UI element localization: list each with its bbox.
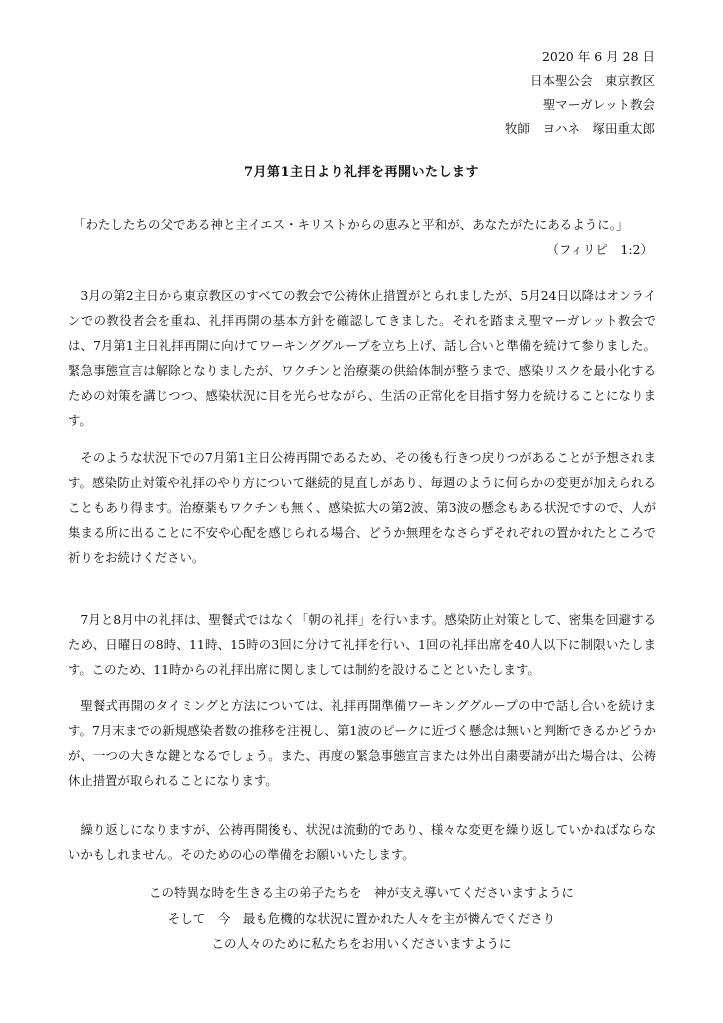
closing-prayer <box>0 880 723 957</box>
paragraph-1: 3月の第2主日から東京教区のすべての教会で公祷休止措置がとられましたが、5月24日以降はオンラインでの教役者会を重ね、礼拝再開の基本方針を確認してきました。それを踏まえ聖マーガレット教会では、7月第1主日礼拝再開に向けてワーキンググループを立ち上げ、話し合いと準備を続けて参りました。緊急事態宣言は解除となりましたが、ワクチンと治療薬の供給体制が整うまで、感染リスクを最小化するための対策を講じつつ、感染状況に目を光らせながら、生活の正常化を目指す努力を続けることになります。 <box>68 288 656 429</box>
paragraph-5: 繰り返しになりますが、公祷再開後も、状況は流動的であり、様々な変更を繰り返していかねばならないかもしれません。そのための心の準備をお願いいたします。 <box>68 822 656 863</box>
closing-line-3: この人々のために私たちをお用いくださいますように <box>211 936 512 951</box>
scripture-reference: （フィリピ 1:2） <box>546 242 653 257</box>
letter-header <box>435 45 655 141</box>
pastor-name: 牧師 ヨハネ 塚田重太郎 <box>504 121 655 136</box>
diocese-name: 日本聖公会 東京教区 <box>529 73 655 88</box>
closing-line-1: この特異な時を生きる主の弟子たちを 神が支え導いてくださいますように <box>148 885 574 900</box>
scripture-quote: 「わたしたちの父である神と主イエス・キリストからの恵みと平和が、あなたがたにあるように。」 <box>73 217 629 232</box>
document-title: 7月第1主日より礼拝を再開いたします <box>243 165 480 180</box>
closing-line-2: そして 今 最も危機的な状況に置かれた人々を主が憐んでくださり <box>167 910 556 926</box>
church-name: 聖マーガレット教会 <box>542 97 655 112</box>
paragraph-4: 聖餐式再開のタイミングと方法については、礼拝再開準備ワーキンググループの中で話し合いを続けます。7月末までの新規感染者数の推移を注視し、第1波のピークに近づく懸念は無いと判断できるかどうかが、一つの大きな鍵となるでしょう。また、再度の緊急事態宣言または外出自粛要請が出た場合は、公祷休止措置が取られることになります。 <box>68 698 656 789</box>
paragraph-2: そのような状況下での7月第1主日公祷再開であるため、その後も行きつ戻りつがあることが予想されます。感染防止対策や礼拝のやり方について継続的見直しがあり、毎週のように何らかの変更が加えられることもあり得ます。治療薬もワクチンも無く、感染拡大の第2波、第3波の懸念もある状況ですので、人が集まる所に出ることに不安や心配を感じられる場合、どうか無理をなさらずそれぞれの置かれたところで祈りをお続けください。 <box>68 450 656 566</box>
letter-date: 2020 年 6 月 28 日 <box>541 49 655 64</box>
paragraph-3: 7月と8月中の礼拝は、聖餐式ではなく「朝の礼拝」を行います。感染防止対策として、密集を回避するため、日曜日の8時、11時、15時の3回に分けて礼拝を行い、1回の礼拝出席を40人以下に制限いたします。このため、11時からの礼拝出席に関しましては制約を設けることといたします。 <box>68 612 656 678</box>
